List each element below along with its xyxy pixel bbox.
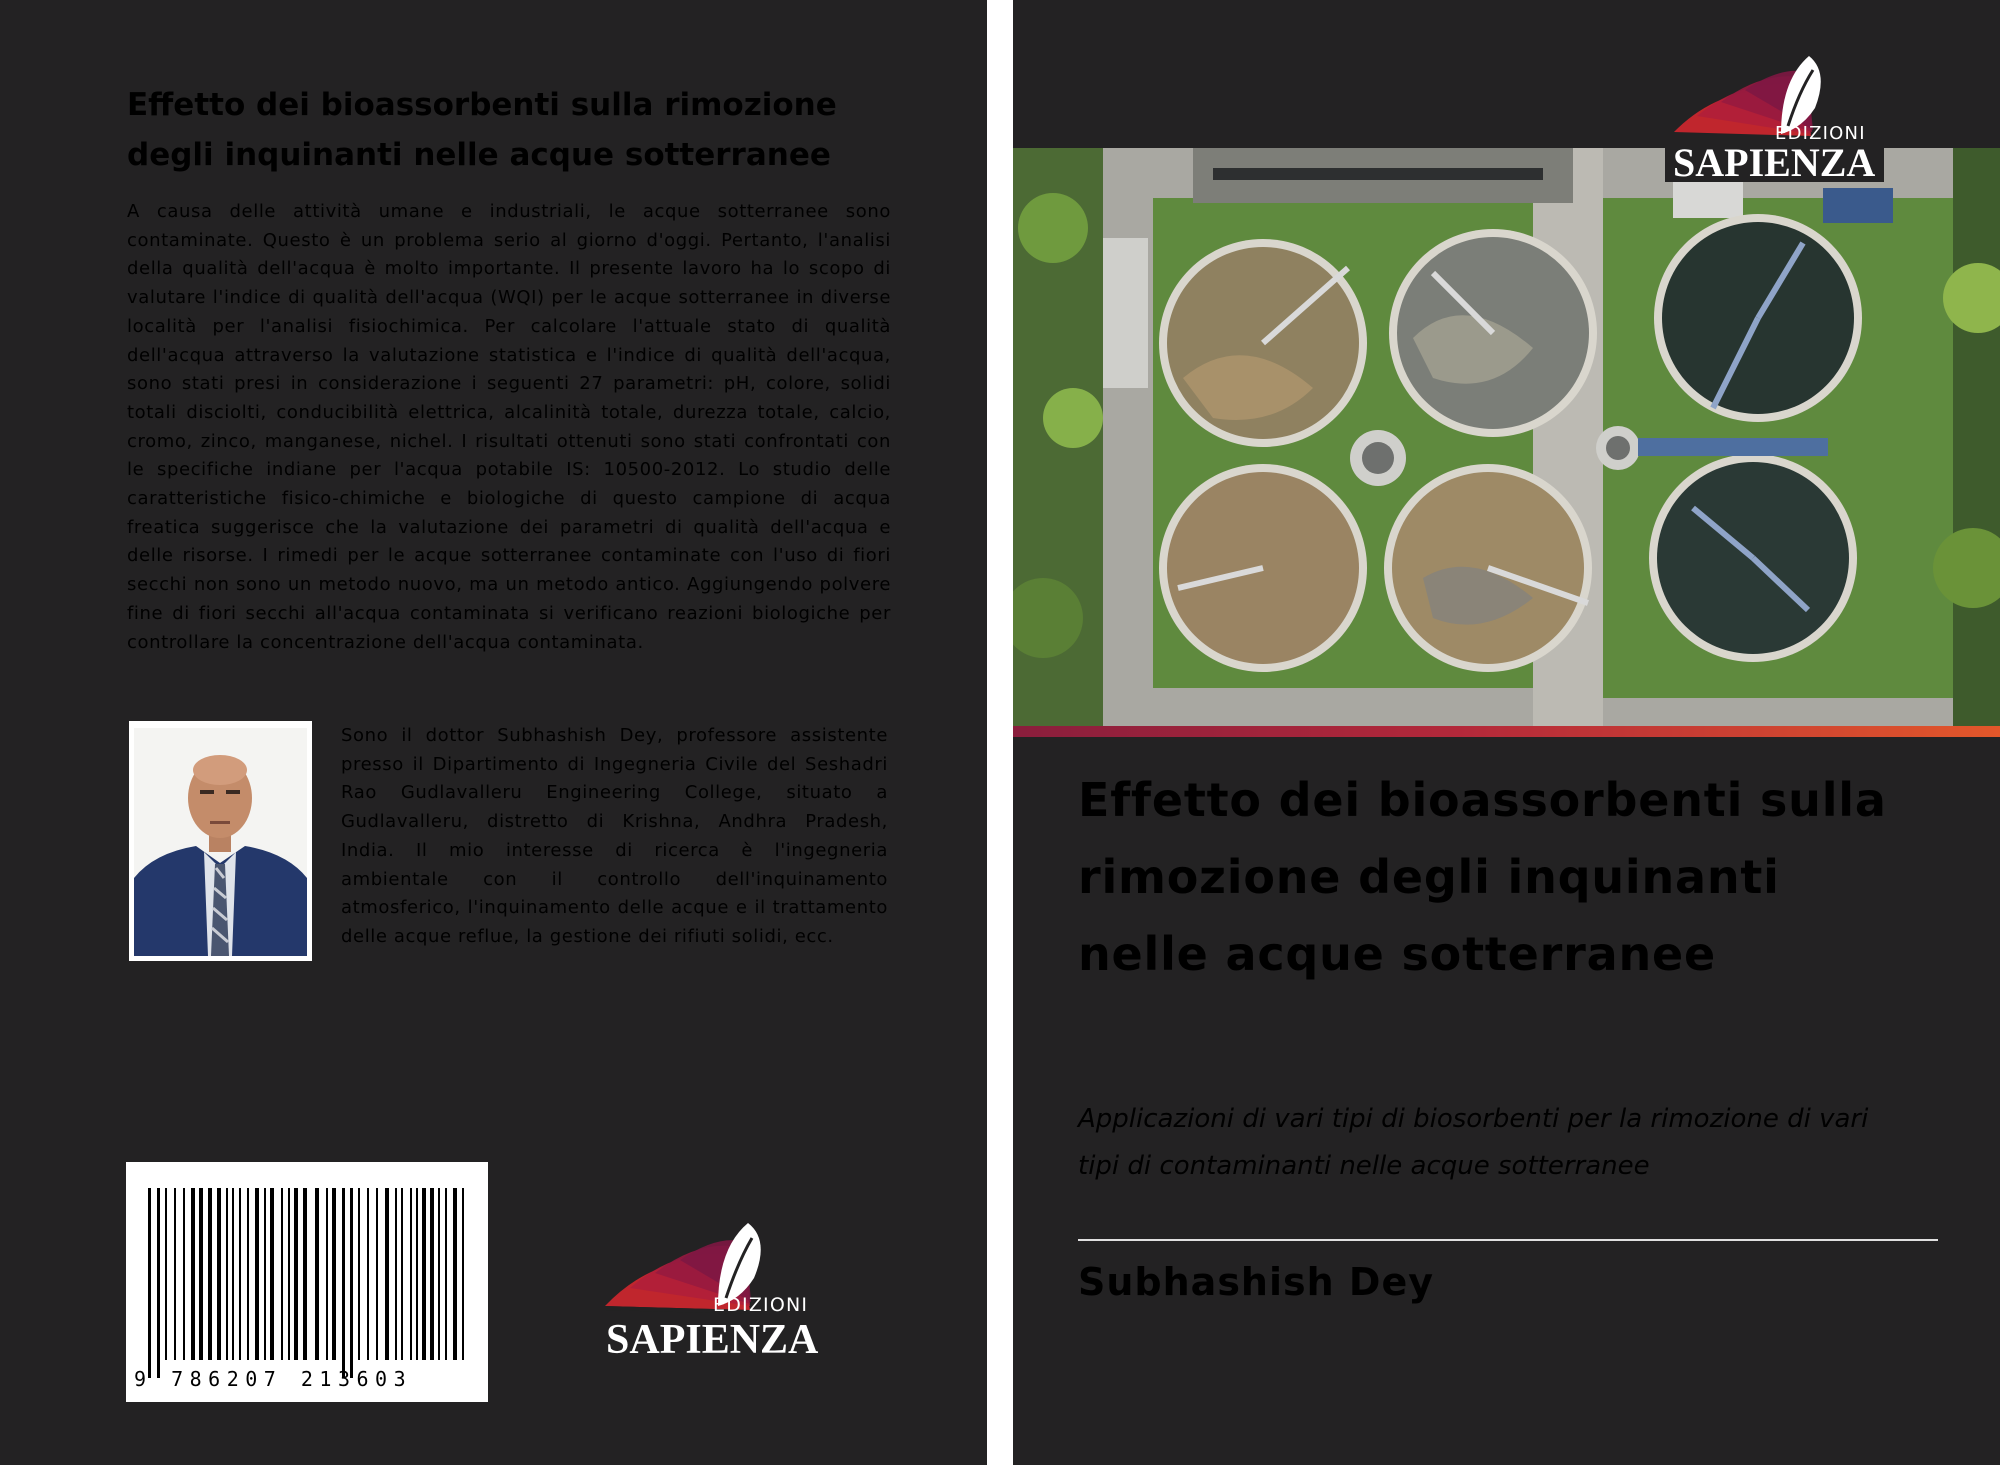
barcode — [126, 1162, 488, 1402]
barcode-number: 9 786207 213603 — [134, 1367, 413, 1391]
barcode-bar — [270, 1188, 274, 1360]
barcode-bar — [208, 1188, 212, 1360]
barcode-bar — [332, 1188, 336, 1360]
barcode-bar — [226, 1188, 228, 1360]
barcode-bar — [239, 1188, 241, 1360]
front-cover-divider — [1078, 1239, 1938, 1241]
barcode-bar — [430, 1188, 434, 1360]
publisher-logo-front — [1665, 50, 1884, 182]
barcode-bar — [288, 1188, 290, 1360]
barcode-bar — [281, 1188, 283, 1360]
barcode-bar — [401, 1188, 403, 1360]
publisher-logo-back — [600, 1218, 826, 1360]
logo-edizioni-text: EDIZIONI — [713, 1294, 809, 1316]
barcode-bar — [183, 1188, 185, 1360]
logo-sapienza-text: SAPIENZA — [606, 1317, 819, 1360]
barcode-bar — [342, 1188, 345, 1378]
back-cover-abstract: A causa delle attività umane e industriali, le acque sotterranee sono contaminate. Questo è un problema serio al giorno d'oggi. Pertanto, l'analisi della qualità dell'acqua è molto importante. Il presente lavoro ha lo scopo di valutare l'indice di qualità dell'acqua (WQI) per le acque sotterranee in diverse località per l'analisi fisiochimica. Per calcolare l'attuale stato di qualità dell'acqua attraverso la valutazione statistica e l'indice di qualità dell'acqua, sono stati presi in considerazione i seguenti 27 parametri: pH, colore, solidi totali disciolti, conducibilità elettrica, alcalinità totale, durezza totale, calcio, cromo, zinco, manganese, nichel. I risultati ottenuti sono stati confrontati con le specifiche indiane per l'acqua potabile IS: 10500-2012. Lo studio delle caratteristiche fisico-chimiche e biologiche di questo campione di acqua freatica suggerisce che la valutazione dei parametri di qualità dell'acqua e delle risorse. I rimedi per le acque sotterranee contaminate con l'uso di fiori secchi non sono un metodo nuovo, ma un metodo antico. Aggiungendo polvere fine di fiori secchi all'acqua contaminata si verificano reazioni biologiche per controllare la concentrazione dell'acqua contaminata. — [127, 201, 891, 653]
back-cover-title: Effetto dei bioassorbenti sulla rimozione degli inquinanti nelle acque sotterranee — [127, 87, 837, 173]
barcode-bar — [148, 1188, 151, 1378]
front-cover-title: Effetto dei bioassorbenti sulla rimozione degli inquinanti nelle acque sotterranee — [1078, 773, 1887, 981]
logo-sapienza-text: SAPIENZA — [1673, 140, 1876, 182]
barcode-bar — [395, 1188, 397, 1360]
front-cover-subtitle: Applicazioni di vari tipi di biosorbenti per la rimozione di vari tipi di contaminanti nelle acque sotterranee — [1078, 1104, 1869, 1181]
barcode-bar — [367, 1188, 369, 1360]
barcode-bar — [350, 1188, 353, 1378]
barcode-bar — [165, 1188, 167, 1360]
barcode-bar — [264, 1188, 266, 1360]
barcode-bar — [247, 1188, 249, 1360]
barcode-bar — [438, 1188, 440, 1360]
author-photo — [129, 721, 312, 961]
barcode-bar — [191, 1188, 195, 1360]
barcode-bar — [416, 1188, 418, 1360]
barcode-bar — [315, 1188, 319, 1360]
logo-edizioni-text: EDIZIONI — [1775, 123, 1866, 144]
author-bio: Sono il dottor Subhashish Dey, professore assistente presso il Dipartimento di Ingegneria Civile del Seshadri Rao Gudlavalleru Engineering College, situato a Gudlavalleru, distretto di Krishna, Andhra Pradesh, India. Il mio interesse di ricerca è l'ingegneria ambientale con il controllo dell'inquinamento atmosferico, l'inquinamento delle acque e il trattamento delle acque reflue, la gestione dei rifiuti solidi, ecc. — [341, 725, 888, 947]
barcode-bar — [255, 1188, 259, 1360]
cover-stripe — [1013, 726, 2000, 737]
cover-aerial-photo — [1013, 148, 2000, 726]
barcode-bar — [157, 1188, 160, 1378]
barcode-bar — [294, 1188, 298, 1360]
barcode-bar — [358, 1188, 360, 1360]
barcode-bar — [462, 1188, 464, 1360]
front-cover-author: Subhashish Dey — [1078, 1260, 1434, 1304]
barcode-bar — [174, 1188, 176, 1360]
barcode-bar — [303, 1188, 307, 1360]
barcode-bar — [217, 1188, 221, 1360]
barcode-bar — [453, 1188, 457, 1360]
barcode-bar — [445, 1188, 447, 1360]
barcode-bar — [232, 1188, 234, 1360]
barcode-bar — [410, 1188, 412, 1360]
barcode-bar — [199, 1188, 203, 1360]
barcode-bar — [376, 1188, 378, 1360]
barcode-bar — [422, 1188, 426, 1360]
barcode-bar — [385, 1188, 389, 1360]
barcode-bar — [326, 1188, 328, 1360]
